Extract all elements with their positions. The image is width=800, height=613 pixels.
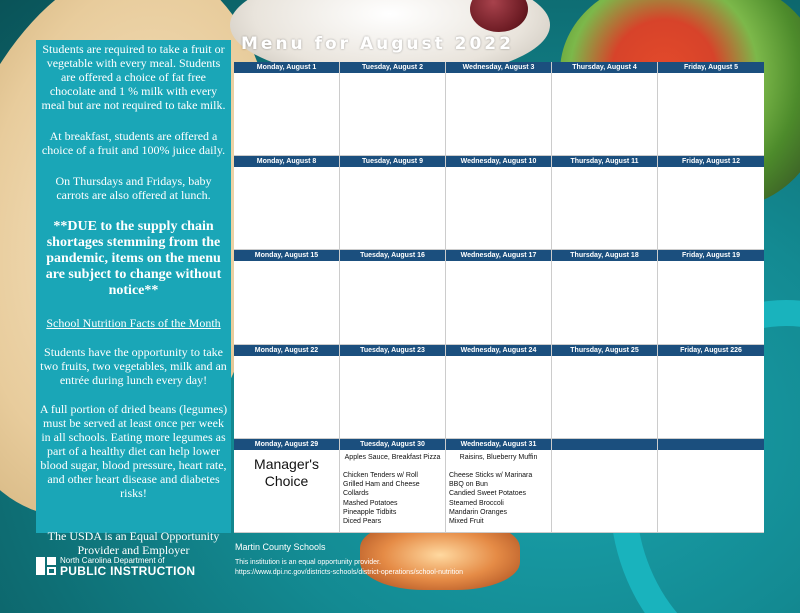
calendar-day-cell: [340, 250, 446, 344]
day-header: Wednesday, August 31: [446, 439, 551, 450]
calendar-day-cell: [340, 345, 446, 439]
menu-item: Mandarin Oranges: [449, 508, 507, 516]
calendar-day-cell: [446, 62, 552, 156]
day-header: Monday, August 15: [234, 250, 339, 261]
menu-item: Pineapple Tidbits: [343, 508, 397, 516]
lunch-opportunity-fact: Students have the opportunity to take two fruits, two vegetables, milk and an entrée during lunch every day!: [40, 345, 227, 387]
school-name: Martin County Schools: [235, 542, 326, 552]
day-header: Wednesday, August 3: [446, 62, 551, 73]
menu-item: Mashed Potatoes: [343, 499, 398, 507]
menu-item: Cheese Sticks w/ Marinara: [449, 471, 533, 479]
calendar-day-cell: [340, 439, 446, 533]
menu-item: BBQ on Bun: [449, 481, 488, 489]
day-header: Monday, August 8: [234, 156, 339, 167]
day-header: Tuesday, August 9: [340, 156, 445, 167]
day-header: Thursday, August 25: [552, 345, 657, 356]
menu-item: Candied Sweet Potatoes: [449, 490, 527, 498]
calendar-day-cell: [340, 156, 446, 250]
calendar-day-cell: [234, 345, 340, 439]
day-header: Monday, August 22: [234, 345, 339, 356]
calendar-day-cell: [658, 250, 764, 344]
calendar-day-cell: [234, 156, 340, 250]
footer-notice: [235, 558, 463, 578]
day-header: Tuesday, August 2: [340, 62, 445, 73]
fruit-vegetable-policy: Students are required to take a fruit or vegetable with every meal. Students are offered a choice of fat free chocolate and 1 % milk with every meal but are not required to take milk.: [41, 42, 226, 112]
nutrition-facts-title: School Nutrition Facts of the Month: [46, 316, 221, 330]
lunch-menu-list: [343, 471, 445, 527]
page-title: Menu for August 2022: [241, 34, 514, 54]
info-sidebar: [36, 40, 231, 557]
calendar-day-cell: [446, 345, 552, 439]
calendar-day-cell: [234, 250, 340, 344]
calendar-day-cell: [552, 345, 658, 439]
menu-item: Grilled Ham and Cheese: [343, 481, 420, 489]
day-header: Wednesday, August 24: [446, 345, 551, 356]
day-header: [658, 439, 764, 450]
day-header: Friday, August 19: [658, 250, 764, 261]
day-header: Tuesday, August 23: [340, 345, 445, 356]
logo-line-1: North Carolina Department of: [60, 555, 165, 565]
calendar-day-cell: [446, 439, 552, 533]
breakfast-items: Apples Sauce, Breakfast Pizza: [340, 450, 445, 462]
legumes-fact: A full portion of dried beans (legumes) must be served at least once per week in all schools. Eating more legumes as part of a healthy diet can help lower blood sugar, blood pressure, heart rate, and other heart disease and diabetes risks!: [39, 402, 228, 500]
day-header: Friday, August 12: [658, 156, 764, 167]
equal-opportunity-notice: This institution is an equal opportunity provider.: [235, 559, 381, 566]
calendar-day-cell: [340, 62, 446, 156]
day-header: Wednesday, August 17: [446, 250, 551, 261]
calendar-day-cell: [658, 156, 764, 250]
calendar-day-cell: [552, 62, 658, 156]
usda-statement: The USDA is an Equal Opportunity Provider and Employer: [47, 529, 220, 557]
calendar-day-cell: [658, 439, 764, 533]
calendar-day-cell: [552, 439, 658, 533]
day-header: Monday, August 1: [234, 62, 339, 73]
nutrition-url: https://www.dpi.nc.gov/districts-schools/district-operations/school-nutrition: [235, 569, 463, 576]
day-header: [552, 439, 657, 450]
day-header: Friday, August 5: [658, 62, 764, 73]
day-header: Wednesday, August 10: [446, 156, 551, 167]
day-header: Friday, August 226: [658, 345, 764, 356]
carrots-note: On Thursdays and Fridays, baby carrots are also offered at lunch.: [55, 174, 212, 202]
managers-choice: Manager's Choice: [254, 455, 319, 489]
calendar-day-cell: [446, 156, 552, 250]
logo-line-2: PUBLIC INSTRUCTION: [60, 563, 196, 578]
breakfast-policy: At breakfast, students are offered a choice of a fruit and 100% juice daily.: [41, 129, 226, 157]
calendar-day-cell: [234, 62, 340, 156]
ncdpi-logo-icon: [36, 555, 56, 577]
menu-item: Mixed Fruit: [449, 518, 484, 526]
menu-item: Steamed Broccoli: [449, 499, 504, 507]
calendar-day-cell: [658, 62, 764, 156]
calendar-day-cell: [446, 250, 552, 344]
day-header: Thursday, August 18: [552, 250, 657, 261]
ncdpi-logo: [36, 555, 195, 577]
breakfast-items: Raisins, Blueberry Muffin: [446, 450, 551, 462]
day-header: Thursday, August 4: [552, 62, 657, 73]
menu-item: Chicken Tenders w/ Roll: [343, 471, 418, 479]
day-header: Monday, August 29: [234, 439, 339, 450]
menu-item: Collards: [343, 490, 369, 498]
calendar-day-cell: [552, 250, 658, 344]
calendar-day-cell: [658, 345, 764, 439]
day-header: Thursday, August 11: [552, 156, 657, 167]
calendar-day-cell: [234, 439, 340, 533]
menu-calendar: [234, 62, 764, 533]
calendar-day-cell: [552, 156, 658, 250]
day-header: Tuesday, August 16: [340, 250, 445, 261]
menu-item: Diced Pears: [343, 518, 382, 526]
supply-chain-alert: **DUE to the supply chain shortages stemming from the pandemic, items on the menu are subject to change without notice**: [45, 219, 222, 298]
lunch-menu-list: [449, 471, 551, 527]
day-header: Tuesday, August 30: [340, 439, 445, 450]
